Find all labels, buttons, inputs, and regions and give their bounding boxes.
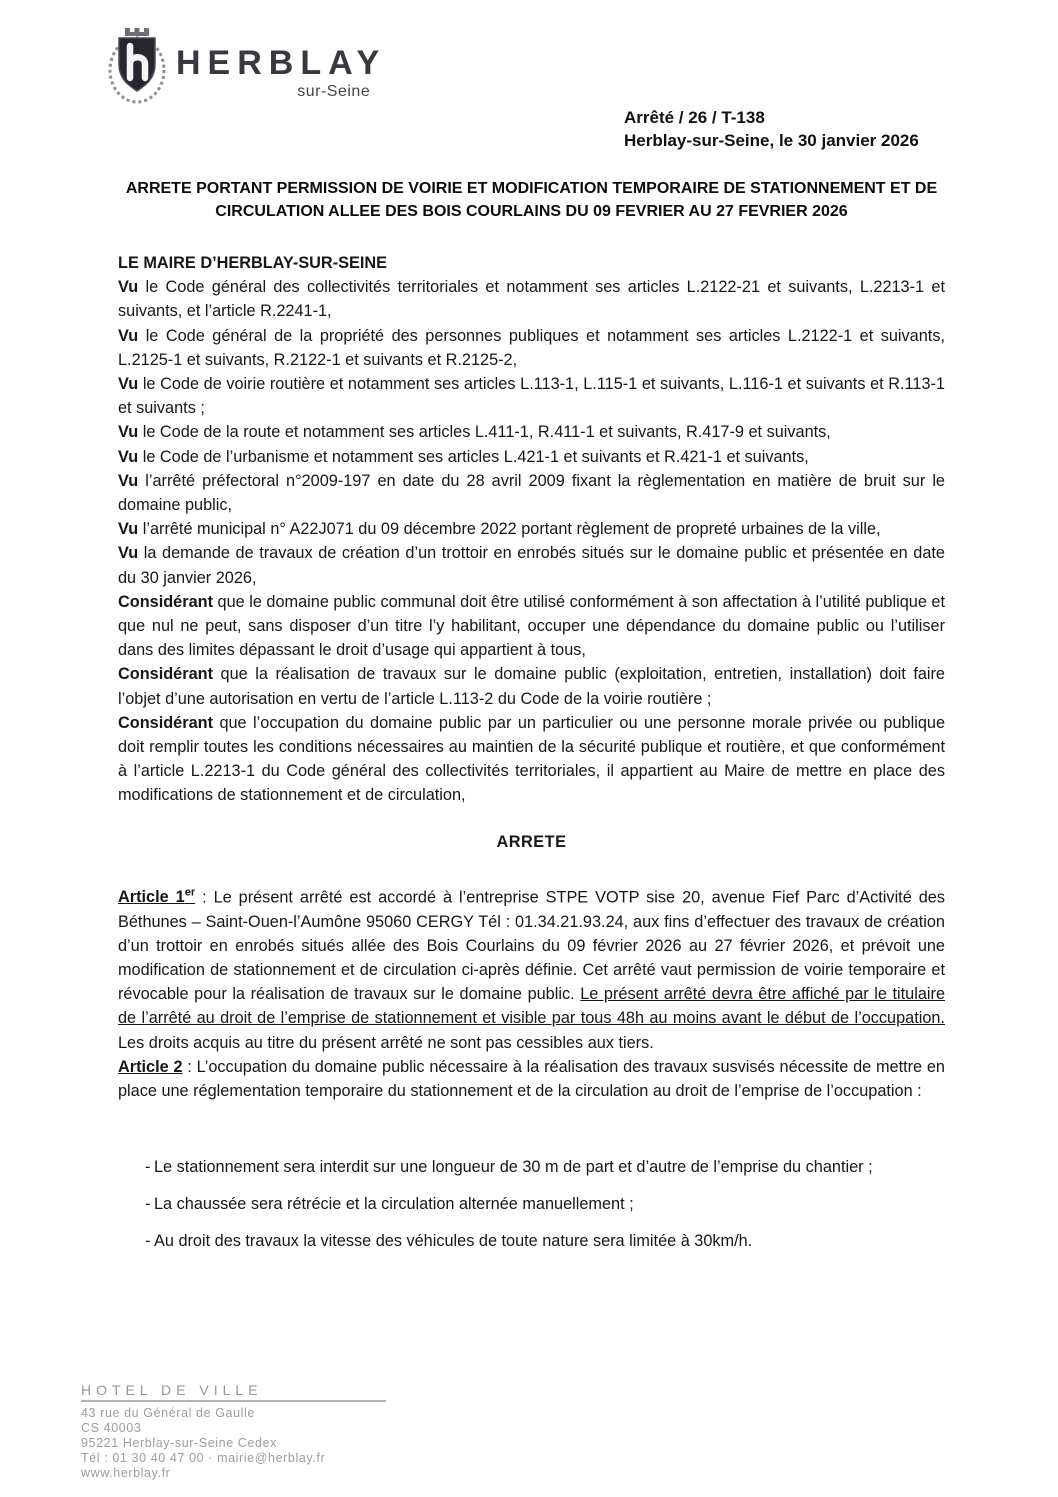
article-1-text: : Le présent arrêté est accordé à l’entreprise STPE VOTP sise 20, avenue Fief Parc d’Activité des Béthunes – Saint-Ouen-l’Aumône 95060 CERGY Tél : 01.34.21.93.24, aux fins d’effectuer des travaux de création d’un trottoir en enrobés situés allée des Bois Courlains du 09 février 2026 au 27 février 2026, et prévoit une modification de stationnement et de circulation ci-après définie. Cet arrêté vaut permission de voirie temporaire et révocable pour la réalisation de travaux sur le domaine public. Le présent arrêté devra être affiché par le titulaire de l’arrêté au droit de l’emprise de stationnement et visible par tous 48h au moins avant le début de l’occupation. Les droits acquis au titre du présent arrêté ne sont pas cessibles aux tiers. (118, 888, 946, 1052)
article-1 (118, 881, 945, 1055)
document-reference-block (624, 106, 919, 152)
article-1-label: Article 1er (118, 886, 196, 907)
footer-line: CS 40003 (81, 1421, 142, 1435)
document-place-date: Herblay-sur-Seine, le 30 janvier 2026 (624, 131, 919, 150)
recital-paragraph: Considérant que la réalisation de travaux sur le domaine public (exploitation, entretien, installation) doit faire l’objet d’une autorisation en vertu de l’article L.113-2 du Code de la voirie routière ; (118, 665, 945, 708)
footer-line: 43 rue du Général de Gaulle (81, 1406, 255, 1420)
article-2 (118, 1055, 945, 1103)
dash-marker: - (145, 1232, 151, 1251)
list-item-text: La chaussée sera rétrécie et la circulation alternée manuellement ; (154, 1195, 634, 1214)
document-title: ARRETE PORTANT PERMISSION DE VOIRIE ET MODIFICATION TEMPORAIRE DE STATIONNEMENT ET DE CIRCULATION ALLEE DES BOIS COURLAINS DU 09 FEVRIER AU 27 FEVRIER 2026 (125, 180, 938, 220)
footer-line: www.herblay.fr (81, 1466, 171, 1480)
recital-paragraph: Considérant que l’occupation du domaine public par un particulier ou une personne morale privée ou publique doit remplir toutes les conditions nécessaires au maintien de la sécurité publique et routière, et que conformément à l’article L.2213-1 du Code général des collectivités territoriales, il appartient au Maire de mettre en place des modifications de stationnement et de circulation, (118, 713, 945, 805)
dash-marker: - (145, 1158, 151, 1177)
regulation-list (118, 1149, 945, 1260)
city-logo (106, 24, 386, 108)
recital-paragraph: Vu l’arrêté municipal n° A22J071 du 09 décembre 2022 portant règlement de propreté urbaines de la ville, (118, 520, 881, 539)
article-2-text: : L’occupation du domaine public nécessaire à la réalisation des travaux susvisés nécessite de mettre en place une réglementation temporaire du stationnement et de la circulation au droit de l’emprise de l’occupation : (118, 1057, 945, 1100)
recital-paragraph: Vu le Code de la route et notamment ses articles L.411-1, R.411-1 et suivants, R.417-9 et suivants, (118, 423, 831, 442)
list-item-text: Le stationnement sera interdit sur une longueur de 30 m de part et d’autre de l’emprise du chantier ; (154, 1158, 873, 1177)
footer-title: HOTEL DE VILLE (81, 1383, 386, 1402)
city-name-subtitle: sur-Seine (297, 83, 371, 100)
footer (81, 1383, 386, 1481)
recital-paragraph: Vu l’arrêté préfectoral n°2009-197 en date du 28 avril 2009 fixant la règlementation en matière de bruit sur le domaine public, (118, 471, 945, 515)
recital-paragraph: Vu le Code général des collectivités territoriales et notamment ses articles L.2122-21 et suivants, L.2213-1 et suivants, et l’article R.2241-1, (118, 278, 945, 321)
footer-line: 95221 Herblay-sur-Seine Cedex (81, 1436, 277, 1450)
recitals-section (118, 275, 945, 807)
salutation: LE MAIRE D’HERBLAY-SUR-SEINE (118, 254, 387, 272)
recital-paragraph: Vu le Code de l’urbanisme et notamment ses articles L.421-1 et suivants et R.421-1 et suivants, (118, 447, 809, 466)
list-item (118, 1223, 945, 1260)
recital-paragraph: Vu le Code général de la propriété des personnes publiques et notamment ses articles L.2122-1 et suivants, L.2125-1 et suivants, R.2122-1 et suivants et R.2125-2, (118, 326, 945, 369)
document-reference: Arrêté / 26 / T-138 (624, 108, 765, 127)
footer-line: Tél : 01 30 40 47 00 · mairie@herblay.fr (81, 1451, 326, 1465)
list-item (118, 1186, 945, 1223)
herblay-coat-of-arms-icon (106, 24, 168, 108)
recital-paragraph: Vu la demande de travaux de création d’un trottoir en enrobés situés sur le domaine public et présentée en date du 30 janvier 2026, (118, 544, 945, 587)
document-body (118, 251, 945, 1260)
recital-paragraph: Vu le Code de voirie routière et notamment ses articles L.113-1, L.115-1 et suivants, L.116-1 et suivants et R.113-1 et suivants ; (118, 375, 945, 418)
article-2-label: Article 2 (118, 1057, 183, 1076)
footer-address (81, 1406, 386, 1481)
recital-paragraph: Considérant que le domaine public communal doit être utilisé conformément à son affectation à l’utilité publique et que nul ne peut, sans disposer d’un titre l’y habilitant, occuper une dépendance du domaine public ou l’utiliser dans des limites dépassant le droit d’usage qui appartient à tous, (118, 592, 945, 660)
list-item (118, 1149, 945, 1186)
list-item-text: Au droit des travaux la vitesse des véhicules de toute nature sera limitée à 30km/h. (154, 1232, 753, 1251)
city-name: HERBLAY (176, 44, 387, 82)
arrete-heading: ARRETE (496, 832, 567, 851)
dash-marker: - (145, 1195, 151, 1214)
